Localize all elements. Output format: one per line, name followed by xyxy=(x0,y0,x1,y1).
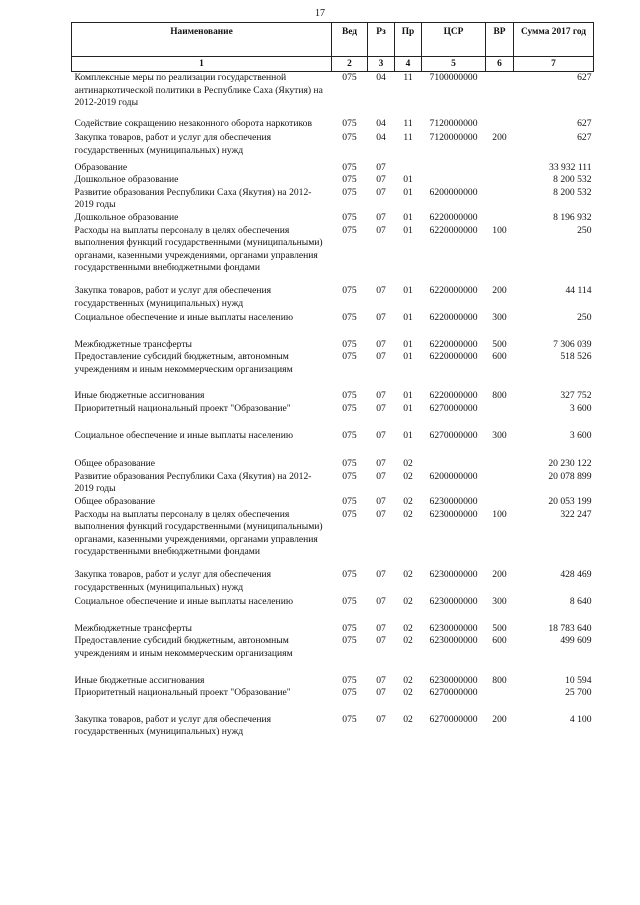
cell-csr: 7120000000 xyxy=(429,132,478,144)
cell-rz: 07 xyxy=(376,351,386,363)
cell-name: Приоритетный национальный проект "Образование" xyxy=(74,403,291,415)
table-row xyxy=(72,162,594,175)
cell-csr: 6270000000 xyxy=(429,687,478,699)
cell-ved: 075 xyxy=(342,117,357,129)
cell-vr: 100 xyxy=(492,508,507,520)
cell-name: Приоритетный национальный проект "Образование" xyxy=(74,687,291,699)
cell-rz: 07 xyxy=(376,174,386,186)
header-sum: Сумма 2017 год xyxy=(514,23,594,57)
cell-name: Иные бюджетные ассигнования xyxy=(74,390,205,402)
cell-csr xyxy=(422,174,486,187)
cell-csr xyxy=(422,162,486,175)
table-row xyxy=(72,635,594,674)
cell-csr: 6200000000 xyxy=(429,470,478,482)
cell-vr: 800 xyxy=(492,390,507,402)
cell-rz: 07 xyxy=(376,622,386,634)
cell-pr: 01 xyxy=(403,390,413,402)
table-row xyxy=(72,569,594,596)
cell-pr: 02 xyxy=(403,508,413,520)
cell-name: Общее образование xyxy=(74,458,156,470)
cell-rz: 07 xyxy=(376,458,386,470)
cell-pr: 02 xyxy=(403,635,413,647)
cell-ved: 075 xyxy=(342,132,357,144)
header-rz: Рз xyxy=(368,23,395,57)
table-row xyxy=(72,714,594,739)
cell-vr: 200 xyxy=(492,132,507,144)
cell-name: Дошкольное образование xyxy=(74,174,179,186)
cell-sum: 8 200 532 xyxy=(553,186,592,198)
cell-ved: 075 xyxy=(342,186,357,198)
cell-ved: 075 xyxy=(342,674,357,686)
table-row xyxy=(72,312,594,339)
cell-ved: 075 xyxy=(342,224,357,236)
cell-ved: 075 xyxy=(342,687,357,699)
cell-pr: 02 xyxy=(403,713,413,725)
cell-rz: 07 xyxy=(376,224,386,236)
cell-sum: 8 640 xyxy=(569,596,592,608)
table-row xyxy=(72,285,594,312)
cell-rz: 04 xyxy=(376,132,386,144)
table-header-row xyxy=(72,23,594,57)
table-row xyxy=(72,458,594,471)
header-vr: ВР xyxy=(486,23,514,57)
cell-vr: 200 xyxy=(492,713,507,725)
cell-rz: 07 xyxy=(376,508,386,520)
cell-sum: 44 114 xyxy=(565,284,592,296)
cell-vr xyxy=(486,212,514,225)
cell-pr: 01 xyxy=(403,211,413,223)
table-row xyxy=(72,403,594,430)
cell-vr xyxy=(486,687,514,714)
cell-sum: 20 053 199 xyxy=(548,496,592,508)
cell-csr: 6200000000 xyxy=(429,186,478,198)
table-row xyxy=(72,496,594,509)
cell-vr xyxy=(486,458,514,471)
column-number: 1 xyxy=(72,57,332,72)
cell-rz: 07 xyxy=(376,569,386,580)
cell-sum: 25 700 xyxy=(565,687,592,699)
cell-ved: 075 xyxy=(342,622,357,634)
cell-pr: 02 xyxy=(403,569,413,580)
cell-pr: 02 xyxy=(403,687,413,699)
column-number: 4 xyxy=(395,57,422,72)
cell-name: Закупка товаров, работ и услуг для обеспечения государственных (муниципальных) нужд xyxy=(74,132,272,156)
cell-rz: 07 xyxy=(376,284,386,296)
cell-ved: 075 xyxy=(342,312,357,324)
cell-csr: 6270000000 xyxy=(429,403,478,415)
cell-name: Закупка товаров, работ и услуг для обеспечения государственных (муниципальных) нужд xyxy=(74,713,272,738)
cell-ved: 075 xyxy=(342,338,357,350)
cell-sum: 499 609 xyxy=(560,635,592,647)
table-row xyxy=(72,623,594,636)
cell-ved: 075 xyxy=(342,403,357,415)
cell-csr: 6270000000 xyxy=(429,429,478,441)
cell-rz: 07 xyxy=(376,161,386,173)
cell-ved: 075 xyxy=(342,161,357,173)
cell-ved: 075 xyxy=(342,174,357,186)
table-row xyxy=(72,351,594,390)
cell-rz: 07 xyxy=(376,596,386,608)
cell-name: Социальное обеспечение и иные выплаты населению xyxy=(74,596,293,608)
cell-sum: 250 xyxy=(577,224,592,236)
cell-name: Расходы на выплаты персоналу в целях обеспечения выполнения функций государственными (муниципальными) органами, казенными учреждениями, органами управления государственными внебюджетными фондами xyxy=(74,508,323,558)
cell-pr: 02 xyxy=(403,458,413,470)
cell-vr xyxy=(486,403,514,430)
cell-vr: 300 xyxy=(492,312,507,324)
cell-pr xyxy=(395,162,422,175)
cell-sum: 518 526 xyxy=(560,351,592,363)
cell-pr: 02 xyxy=(403,470,413,482)
cell-pr: 01 xyxy=(403,429,413,441)
table-row xyxy=(72,687,594,714)
table-row xyxy=(72,118,594,133)
column-number: 6 xyxy=(486,57,514,72)
cell-vr: 300 xyxy=(492,596,507,608)
cell-rz: 07 xyxy=(376,403,386,415)
cell-sum: 18 783 640 xyxy=(548,622,592,634)
cell-ved: 075 xyxy=(342,458,357,470)
cell-rz: 07 xyxy=(376,390,386,402)
cell-csr: 6220000000 xyxy=(429,390,478,402)
cell-ved: 075 xyxy=(342,284,357,296)
cell-sum: 428 469 xyxy=(560,569,592,580)
cell-name: Межбюджетные трансферты xyxy=(74,622,192,634)
cell-csr: 6220000000 xyxy=(429,284,478,296)
cell-rz: 07 xyxy=(376,429,386,441)
cell-csr: 6220000000 xyxy=(429,211,478,223)
cell-vr: 600 xyxy=(492,635,507,647)
header-ved: Вед xyxy=(332,23,368,57)
column-number: 5 xyxy=(422,57,486,72)
cell-pr: 02 xyxy=(403,496,413,508)
cell-rz: 07 xyxy=(376,312,386,324)
cell-ved: 075 xyxy=(342,72,357,83)
cell-name: Расходы на выплаты персоналу в целях обеспечения выполнения функций государственными (муниципальными) органами, казенными учреждениями, органами управления государственными внебюджетными фондами xyxy=(74,224,323,274)
cell-pr: 01 xyxy=(403,224,413,236)
cell-pr: 11 xyxy=(403,72,413,83)
cell-name: Иные бюджетные ассигнования xyxy=(74,674,205,686)
cell-rz: 07 xyxy=(376,713,386,725)
table-row xyxy=(72,212,594,225)
cell-rz: 07 xyxy=(376,186,386,198)
cell-pr: 01 xyxy=(403,284,413,296)
cell-name: Развитие образования Республики Саха (Якутия) на 2012-2019 годы xyxy=(74,470,312,495)
cell-sum: 327 752 xyxy=(560,390,592,402)
cell-pr: 01 xyxy=(403,186,413,198)
table-row xyxy=(72,390,594,403)
table-row xyxy=(72,174,594,187)
budget-table xyxy=(71,22,594,739)
cell-vr: 300 xyxy=(492,429,507,441)
cell-pr: 01 xyxy=(403,338,413,350)
cell-ved: 075 xyxy=(342,596,357,608)
table-row xyxy=(72,430,594,459)
column-number-row xyxy=(72,57,594,72)
cell-rz: 07 xyxy=(376,687,386,699)
cell-ved: 075 xyxy=(342,496,357,508)
cell-rz: 07 xyxy=(376,470,386,482)
cell-sum: 8 196 932 xyxy=(553,211,592,223)
table-row xyxy=(72,132,594,161)
cell-rz: 04 xyxy=(376,72,386,83)
page-number: 17 xyxy=(315,8,325,19)
cell-name: Предоставление субсидий бюджетным, автономным учреждениям и иным некоммерческим организациям xyxy=(74,635,293,659)
cell-ved: 075 xyxy=(342,635,357,647)
cell-ved: 075 xyxy=(342,390,357,402)
cell-vr xyxy=(486,162,514,175)
cell-sum: 627 xyxy=(577,72,592,83)
cell-rz: 07 xyxy=(376,674,386,686)
cell-sum: 33 932 111 xyxy=(549,161,592,173)
cell-csr: 6230000000 xyxy=(429,622,478,634)
cell-csr: 6230000000 xyxy=(429,508,478,520)
cell-ved: 075 xyxy=(342,508,357,520)
cell-ved: 075 xyxy=(342,713,357,725)
header-name: Наименование xyxy=(72,23,332,57)
cell-rz: 07 xyxy=(376,338,386,350)
cell-sum: 250 xyxy=(577,312,592,324)
cell-vr xyxy=(486,174,514,187)
cell-rz: 07 xyxy=(376,496,386,508)
table-row xyxy=(72,72,594,118)
cell-vr: 500 xyxy=(492,338,507,350)
cell-pr: 11 xyxy=(403,132,413,144)
cell-pr: 01 xyxy=(403,312,413,324)
cell-ved: 075 xyxy=(342,569,357,580)
cell-name: Развитие образования Республики Саха (Якутия) на 2012-2019 годы xyxy=(74,186,312,211)
cell-pr: 02 xyxy=(403,596,413,608)
cell-vr: 800 xyxy=(492,674,507,686)
cell-name: Комплексные меры по реализации государственной антинаркотической политики в Республике Саха (Якутия) на 2012-2019 годы xyxy=(74,72,323,109)
cell-vr: 500 xyxy=(492,622,507,634)
cell-ved: 075 xyxy=(342,211,357,223)
cell-csr: 7100000000 xyxy=(429,72,478,83)
cell-sum: 627 xyxy=(577,117,592,129)
cell-name: Закупка товаров, работ и услуг для обеспечения государственных (муниципальных) нужд xyxy=(74,569,272,593)
cell-csr: 6230000000 xyxy=(429,569,478,580)
cell-name: Общее образование xyxy=(74,496,156,508)
table-row xyxy=(72,471,594,496)
cell-csr: 6220000000 xyxy=(429,338,478,350)
cell-vr xyxy=(486,187,514,212)
cell-rz: 04 xyxy=(376,117,386,129)
cell-vr xyxy=(486,118,514,133)
cell-sum: 20 230 122 xyxy=(548,458,592,470)
column-number: 2 xyxy=(332,57,368,72)
cell-csr: 6230000000 xyxy=(429,674,478,686)
table-body xyxy=(72,72,594,739)
cell-csr: 6220000000 xyxy=(429,312,478,324)
cell-csr: 6230000000 xyxy=(429,635,478,647)
table-row xyxy=(72,675,594,688)
cell-pr: 02 xyxy=(403,622,413,634)
cell-pr: 11 xyxy=(403,117,413,129)
cell-name: Дошкольное образование xyxy=(74,211,179,223)
cell-vr: 200 xyxy=(492,284,507,296)
cell-name: Образование xyxy=(74,161,128,173)
cell-sum: 7 306 039 xyxy=(553,338,592,350)
cell-sum: 4 100 xyxy=(569,713,592,725)
cell-pr: 01 xyxy=(403,351,413,363)
cell-name: Межбюджетные трансферты xyxy=(74,338,192,350)
cell-name: Содействие сокращению незаконного оборота наркотиков xyxy=(74,117,312,129)
cell-ved: 075 xyxy=(342,351,357,363)
cell-csr: 6220000000 xyxy=(429,224,478,236)
table-row xyxy=(72,509,594,569)
header-csr: ЦСР xyxy=(422,23,486,57)
cell-ved: 075 xyxy=(342,429,357,441)
cell-pr: 01 xyxy=(403,174,413,186)
cell-name: Социальное обеспечение и иные выплаты населению xyxy=(74,429,293,441)
cell-vr xyxy=(486,496,514,509)
header-pr: Пр xyxy=(395,23,422,57)
cell-rz: 07 xyxy=(376,211,386,223)
cell-sum: 627 xyxy=(577,132,592,144)
cell-ved: 075 xyxy=(342,470,357,482)
cell-sum: 8 200 532 xyxy=(553,174,592,186)
cell-vr: 200 xyxy=(492,569,507,580)
cell-vr xyxy=(486,471,514,496)
table-row xyxy=(72,225,594,285)
cell-sum: 20 078 899 xyxy=(548,470,592,482)
cell-csr: 6270000000 xyxy=(429,713,478,725)
cell-name: Предоставление субсидий бюджетным, автономным учреждениям и иным некоммерческим организациям xyxy=(74,351,293,375)
column-number: 3 xyxy=(368,57,395,72)
cell-csr: 6220000000 xyxy=(429,351,478,363)
table-row xyxy=(72,339,594,352)
cell-pr: 02 xyxy=(403,674,413,686)
column-number: 7 xyxy=(514,57,594,72)
cell-rz: 07 xyxy=(376,635,386,647)
cell-sum: 3 600 xyxy=(569,403,592,415)
table-row xyxy=(72,596,594,623)
cell-vr: 600 xyxy=(492,351,507,363)
cell-csr xyxy=(422,458,486,471)
cell-csr: 6230000000 xyxy=(429,496,478,508)
cell-pr: 01 xyxy=(403,403,413,415)
cell-name: Закупка товаров, работ и услуг для обеспечения государственных (муниципальных) нужд xyxy=(74,284,272,309)
cell-name: Социальное обеспечение и иные выплаты населению xyxy=(74,312,293,324)
table-row xyxy=(72,187,594,212)
cell-csr: 6230000000 xyxy=(429,596,478,608)
cell-sum: 3 600 xyxy=(569,429,592,441)
cell-sum: 322 247 xyxy=(560,508,592,520)
cell-csr: 7120000000 xyxy=(429,117,478,129)
cell-vr: 100 xyxy=(492,224,507,236)
cell-sum: 10 594 xyxy=(565,674,592,686)
cell-vr xyxy=(486,72,514,118)
